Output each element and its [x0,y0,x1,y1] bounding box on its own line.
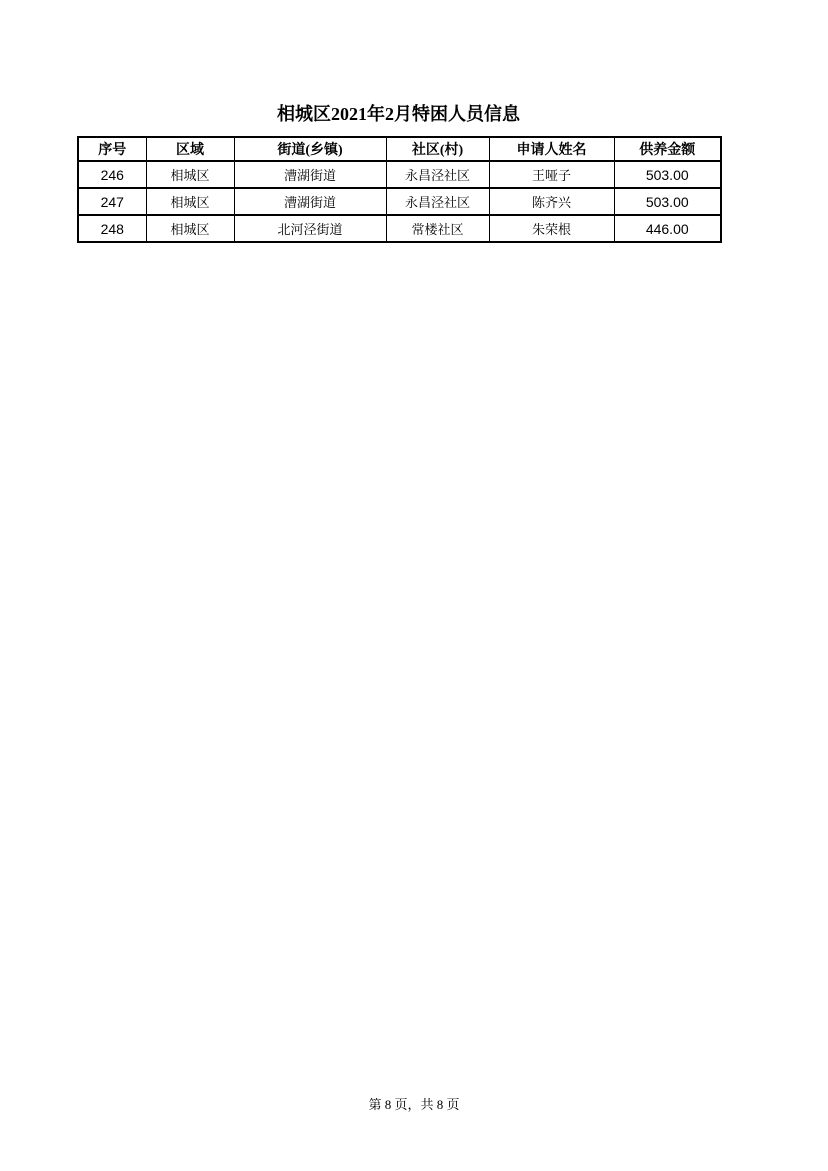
column-header-serial: 序号 [78,137,146,161]
column-header-region: 区域 [146,137,234,161]
cell-street: 漕湖街道 [234,161,386,188]
page-title: 相城区2021年2月特困人员信息 [277,104,520,124]
table-header-row [78,137,721,161]
cell-amount: 503.00 [614,188,721,215]
cell-amount: 503.00 [614,161,721,188]
data-table [77,136,722,243]
cell-serial: 246 [78,161,146,188]
table-row [78,161,721,188]
cell-applicant: 王哑子 [489,161,614,188]
cell-street: 北河泾街道 [234,215,386,242]
cell-applicant: 陈齐兴 [489,188,614,215]
cell-region: 相城区 [146,161,234,188]
table-row [78,188,721,215]
cell-serial: 247 [78,188,146,215]
cell-amount: 446.00 [614,215,721,242]
cell-region: 相城区 [146,188,234,215]
table-row [78,215,721,242]
cell-serial: 248 [78,215,146,242]
cell-applicant: 朱荣根 [489,215,614,242]
column-header-amount: 供养金额 [614,137,721,161]
column-header-street: 街道(乡镇) [234,137,386,161]
cell-region: 相城区 [146,215,234,242]
page-footer: 第 8 页，共 8 页 [368,1097,460,1112]
column-header-community: 社区(村) [386,137,489,161]
column-header-applicant: 申请人姓名 [489,137,614,161]
cell-community: 永昌泾社区 [386,188,489,215]
cell-street: 漕湖街道 [234,188,386,215]
cell-community: 永昌泾社区 [386,161,489,188]
cell-community: 常楼社区 [386,215,489,242]
